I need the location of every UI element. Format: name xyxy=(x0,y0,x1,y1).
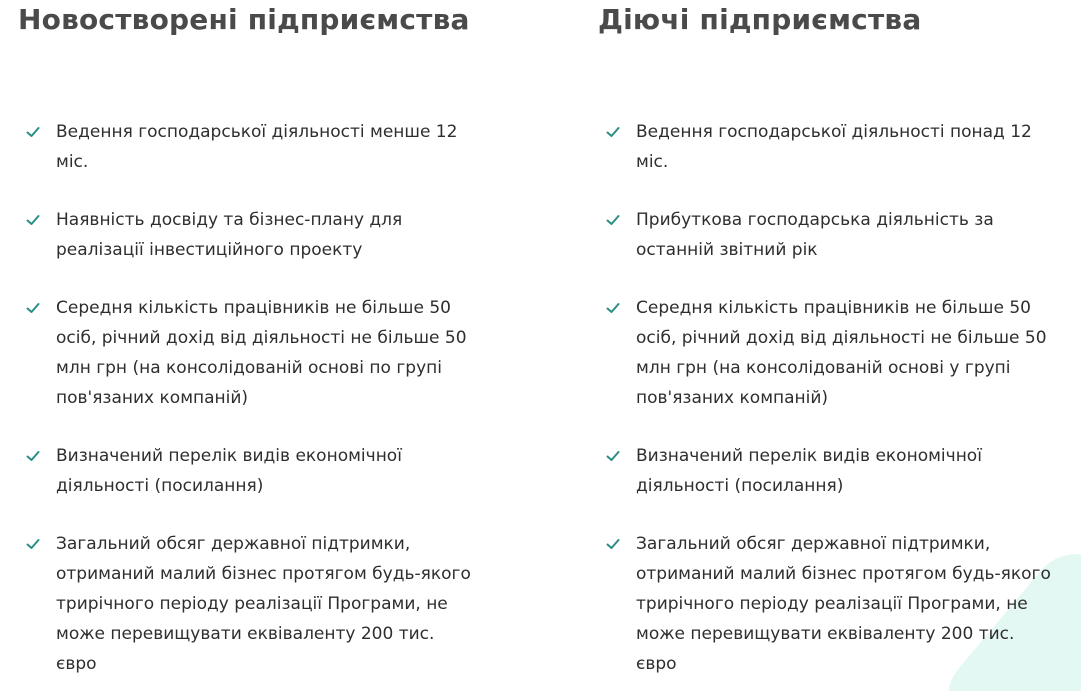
criteria-text: Визначений перелік видів економічної діяльності (посилання) xyxy=(636,446,982,496)
new-enterprises-criteria-list xyxy=(26,117,471,691)
new-enterprises-title: Новостворені підприємства xyxy=(18,3,470,36)
criteria-item xyxy=(606,205,1051,265)
criteria-text: Загальний обсяг державної підтримки, отриманий малий бізнес протягом будь-якого трирічного періоду реалізації Програми, не може перевищувати еквіваленту 200 тис. євро xyxy=(636,534,1051,674)
existing-enterprises-column xyxy=(598,0,1058,674)
criteria-item xyxy=(26,117,471,177)
criteria-item xyxy=(26,529,471,679)
criteria-item xyxy=(26,441,471,501)
check-icon xyxy=(606,301,620,315)
check-icon xyxy=(26,537,40,551)
criteria-item xyxy=(26,205,471,265)
criteria-item xyxy=(26,293,471,413)
check-icon xyxy=(606,537,620,551)
check-icon xyxy=(26,213,40,227)
check-icon xyxy=(26,301,40,315)
criteria-text: Прибуткова господарська діяльність за останній звітний рік xyxy=(636,210,994,260)
check-icon xyxy=(606,125,620,139)
check-icon xyxy=(26,125,40,139)
criteria-text: Загальний обсяг державної підтримки, отриманий малий бізнес протягом будь-якого трирічного періоду реалізації Програми, не може перевищувати еквіваленту 200 тис. євро xyxy=(56,534,471,674)
existing-enterprises-criteria-list xyxy=(606,117,1051,691)
criteria-text: Ведення господарської діяльності понад 12 міс. xyxy=(636,122,1032,172)
check-icon xyxy=(606,213,620,227)
check-icon xyxy=(26,449,40,463)
criteria-item xyxy=(606,117,1051,177)
criteria-text: Середня кількість працівників не більше 50 осіб, річний дохід від діяльності не більше 50 млн грн (на консолідованій основі у групі пов'язаних компаній) xyxy=(636,298,1047,408)
criteria-text: Визначений перелік видів економічної діяльності (посилання) xyxy=(56,446,402,496)
criteria-text: Ведення господарської діяльності менше 12 міс. xyxy=(56,122,458,172)
check-icon xyxy=(606,449,620,463)
criteria-item xyxy=(606,441,1051,501)
criteria-item xyxy=(606,293,1051,413)
criteria-text: Наявність досвіду та бізнес-плану для реалізації інвестиційного проекту xyxy=(56,210,403,260)
criteria-item xyxy=(606,529,1051,679)
new-enterprises-column xyxy=(18,0,488,674)
existing-enterprises-title: Діючі підприємства xyxy=(598,3,922,36)
criteria-text: Середня кількість працівників не більше 50 осіб, річний дохід від діяльності не більше 50 млн грн (на консолідованій основі по групі пов'язаних компаній) xyxy=(56,298,467,408)
